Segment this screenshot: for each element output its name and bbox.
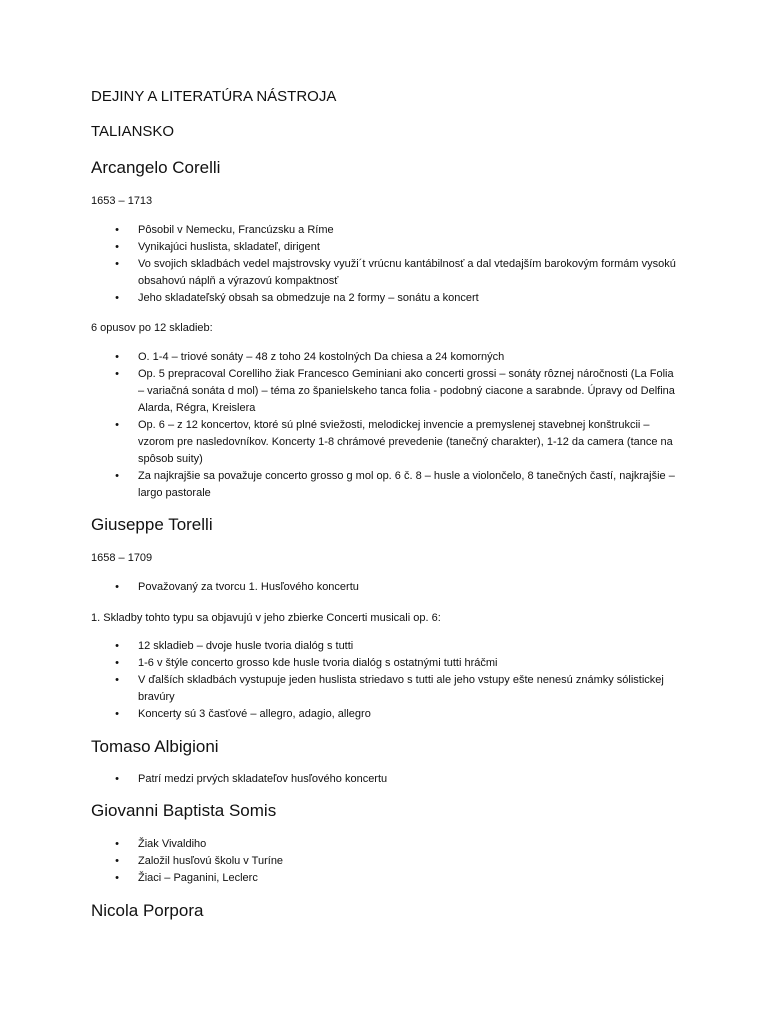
torelli-facts-list (112, 579, 682, 596)
list-item (112, 853, 682, 870)
list-item-text: 12 skladieb – dvoje husle tvoria dialóg s tutti (138, 640, 354, 652)
bullet-icon: • (115, 470, 119, 482)
bullet-icon: • (115, 419, 119, 431)
list-item-text: Koncerty sú 3 časťové – allegro, adagio, allegro (138, 708, 371, 720)
list-item-text: V ďalších skladbách vystupuje jeden huslista striedavo s tutti ale jeho vstupy ešte nenesú známky sólistickej bravúry (138, 674, 664, 703)
bullet-icon: • (115, 773, 119, 785)
list-item (112, 349, 682, 366)
list-item (112, 870, 682, 887)
torelli-works-list (112, 638, 682, 723)
bullet-icon: • (115, 581, 119, 593)
opus-intro: 6 opusov po 12 skladieb: (91, 322, 213, 334)
list-item (112, 655, 682, 672)
albigioni-facts-list (112, 771, 682, 788)
list-item-text: Za najkrajšie sa považuje concerto grosso g mol op. 6 č. 8 – husle a violončelo, 8 tanečných častí, najkrajšie – largo pastorale (138, 470, 675, 499)
list-item (112, 290, 682, 307)
bullet-icon: • (115, 708, 119, 720)
bullet-icon: • (115, 674, 119, 686)
list-item-text: Žiaci – Paganini, Leclerc (138, 872, 258, 884)
list-item (112, 638, 682, 655)
corelli-facts-list (112, 222, 682, 307)
list-item (112, 672, 682, 706)
composer-heading-albigioni: Tomaso Albigioni (91, 737, 219, 756)
list-item (112, 836, 682, 853)
torelli-note: 1. Skladby tohto typu sa objavujú v jeho zbierke Concerti musicali op. 6: (91, 612, 441, 624)
list-item-text: Vo svojich skladbách vedel majstrovsky využi´t vrúcnu kantábilnosť a dal vtedajším barokovým formám vysokú obsahovú náplň a výrazovú kompaktnosť (138, 258, 676, 287)
list-item-text: Jeho skladateľský obsah sa obmedzuje na 2 formy – sonátu a koncert (138, 292, 479, 304)
bullet-icon: • (115, 224, 119, 236)
bullet-icon: • (115, 838, 119, 850)
composer-years-torelli: 1658 – 1709 (91, 552, 153, 564)
list-item (112, 579, 682, 596)
list-item-text: Pôsobil v Nemecku, Francúzsku a Ríme (138, 224, 334, 236)
composer-heading-corelli: Arcangelo Corelli (91, 158, 221, 177)
list-item-text: Patrí medzi prvých skladateľov husľového koncertu (138, 773, 388, 785)
composer-heading-somis: Giovanni Baptista Somis (91, 801, 277, 820)
composer-years-corelli: 1653 – 1713 (91, 195, 153, 207)
list-item-text: 1-6 v štýle concerto grosso kde husle tvoria dialóg s ostatnými tutti hráčmi (138, 657, 498, 669)
bullet-icon: • (115, 855, 119, 867)
list-item-text: Založil husľovú školu v Turíne (138, 855, 284, 867)
composer-heading-porpora: Nicola Porpora (91, 901, 204, 920)
list-item (112, 468, 682, 502)
list-item (112, 256, 682, 290)
list-item-text: Op. 6 – z 12 koncertov, ktoré sú plné sviežosti, melodickej invencie a premyslenej stavebnej konštrukcii – vzorom pre nasledovníkov. Koncerty 1-8 chrámové prevedenie (tanečný charakter), 1-12 da camera (tance na spôsob suity) (138, 419, 673, 465)
list-item (112, 706, 682, 723)
bullet-icon: • (115, 351, 119, 363)
list-item (112, 239, 682, 256)
list-item (112, 366, 682, 417)
country-heading: TALIANSKO (91, 123, 175, 140)
bullet-icon: • (115, 368, 119, 380)
list-item-text: Považovaný za tvorcu 1. Husľového koncertu (138, 581, 359, 593)
corelli-opus-list (112, 349, 682, 502)
bullet-icon: • (115, 640, 119, 652)
bullet-icon: • (115, 872, 119, 884)
list-item (112, 771, 682, 788)
list-item-text: Vynikajúci huslista, skladateľ, dirigent (138, 241, 320, 253)
list-item-text: Žiak Vivaldiho (138, 838, 207, 850)
bullet-icon: • (115, 292, 119, 304)
bullet-icon: • (115, 241, 119, 253)
bullet-icon: • (115, 657, 119, 669)
list-item (112, 222, 682, 239)
somis-facts-list (112, 836, 682, 887)
document-title: DEJINY A LITERATÚRA NÁSTROJA (91, 88, 337, 105)
list-item-text: O. 1-4 – triové sonáty – 48 z toho 24 kostolných Da chiesa a 24 komorných (138, 351, 505, 363)
bullet-icon: • (115, 258, 119, 270)
list-item (112, 417, 682, 468)
list-item-text: Op. 5 prepracoval Corelliho žiak Francesco Geminiani ako concerti grossi – sonáty rôznej náročnosti (La Folia – variačná sonáta d mol) – téma zo španielskeho tanca folia - podobný ciacone a sarabnde. Úpravy od Delfina Alarda, Régra, Kreislera (138, 368, 675, 414)
composer-heading-torelli: Giuseppe Torelli (91, 515, 213, 534)
